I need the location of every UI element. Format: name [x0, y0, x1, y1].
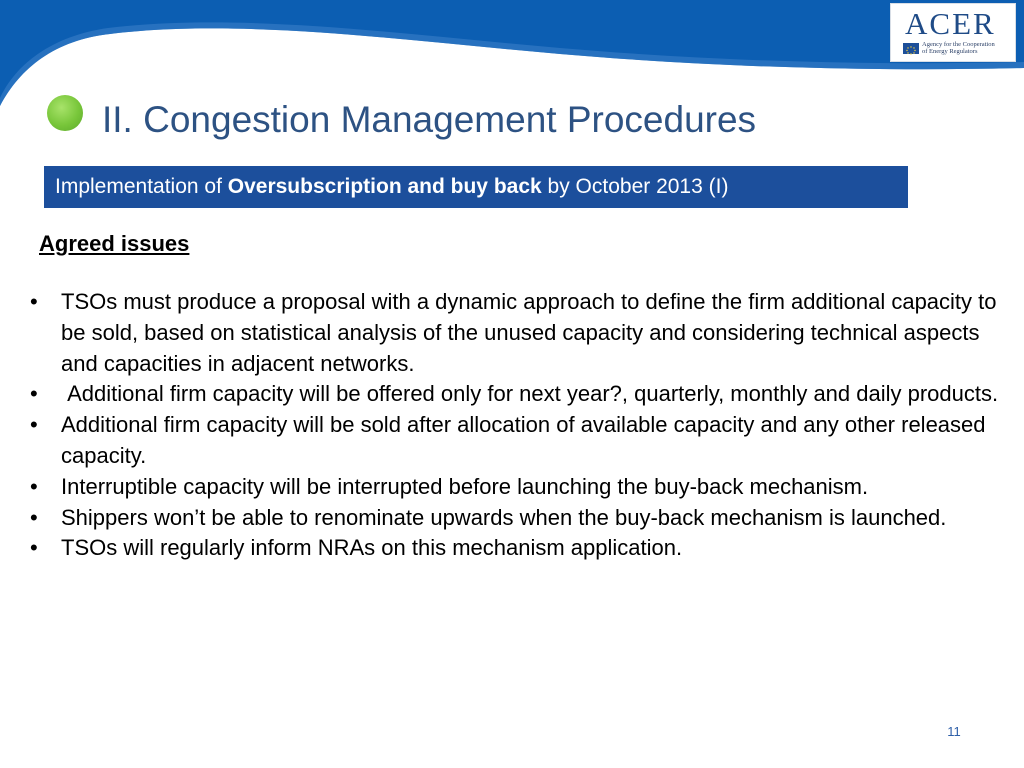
bullet-text: Additional firm capacity will be sold after allocation of available capacity and any other released capacity. — [61, 412, 986, 468]
bullet-dot-icon: • — [30, 535, 38, 561]
bullet-item — [0, 410, 1000, 472]
bullet-item — [0, 533, 1000, 564]
bullet-dot-icon: • — [30, 504, 38, 530]
bullet-item — [0, 472, 1000, 503]
acer-logo — [890, 3, 1016, 62]
slide-title: II. Congestion Management Procedures — [102, 99, 757, 140]
acer-logo-subtitle-line-1: Agency for the Cooperation — [922, 41, 995, 48]
section-heading: Agreed issues — [39, 231, 190, 256]
page-number: 11 — [947, 724, 961, 739]
bullet-text: Additional firm capacity will be offered only for next year?, quarterly, monthly and daily products. — [61, 381, 999, 407]
eu-flag-icon — [903, 43, 919, 54]
acer-logo-subtitle — [922, 41, 1014, 55]
bullet-dot-icon: • — [30, 289, 38, 314]
banner-emphasis: Oversubscription and buy back — [227, 175, 542, 198]
bullet-dot-icon: • — [30, 473, 38, 499]
banner-suffix: by October 2013 (I) — [541, 175, 729, 198]
subtitle-banner — [44, 166, 908, 208]
bullet-list — [0, 287, 1000, 564]
bullet-item — [0, 503, 1000, 534]
bullet-text: TSOs will regularly inform NRAs on this mechanism application. — [61, 535, 683, 561]
acer-logo-wordmark: ACER — [905, 6, 996, 41]
banner-prefix: Implementation of — [55, 175, 228, 198]
bullet-dot-icon: • — [30, 381, 38, 407]
title-bullet-dot-icon — [47, 95, 83, 131]
bullet-text: TSOs must produce a proposal with a dynamic approach to define the firm additional capacity to be sold, based on statistical analysis of the unused capacity and considering technical aspects and capacities in adjacent networks. — [61, 289, 997, 376]
bullet-text: Interruptible capacity will be interrupted before launching the buy-back mechanism. — [61, 473, 869, 499]
bullet-item — [0, 379, 1000, 410]
acer-logo-subtitle-line-2: of Energy Regulators — [922, 48, 978, 55]
bullet-text: Shippers won’t be able to renominate upwards when the buy-back mechanism is launched. — [61, 504, 947, 530]
bullet-dot-icon: • — [30, 412, 38, 438]
bullet-item — [0, 287, 1000, 379]
